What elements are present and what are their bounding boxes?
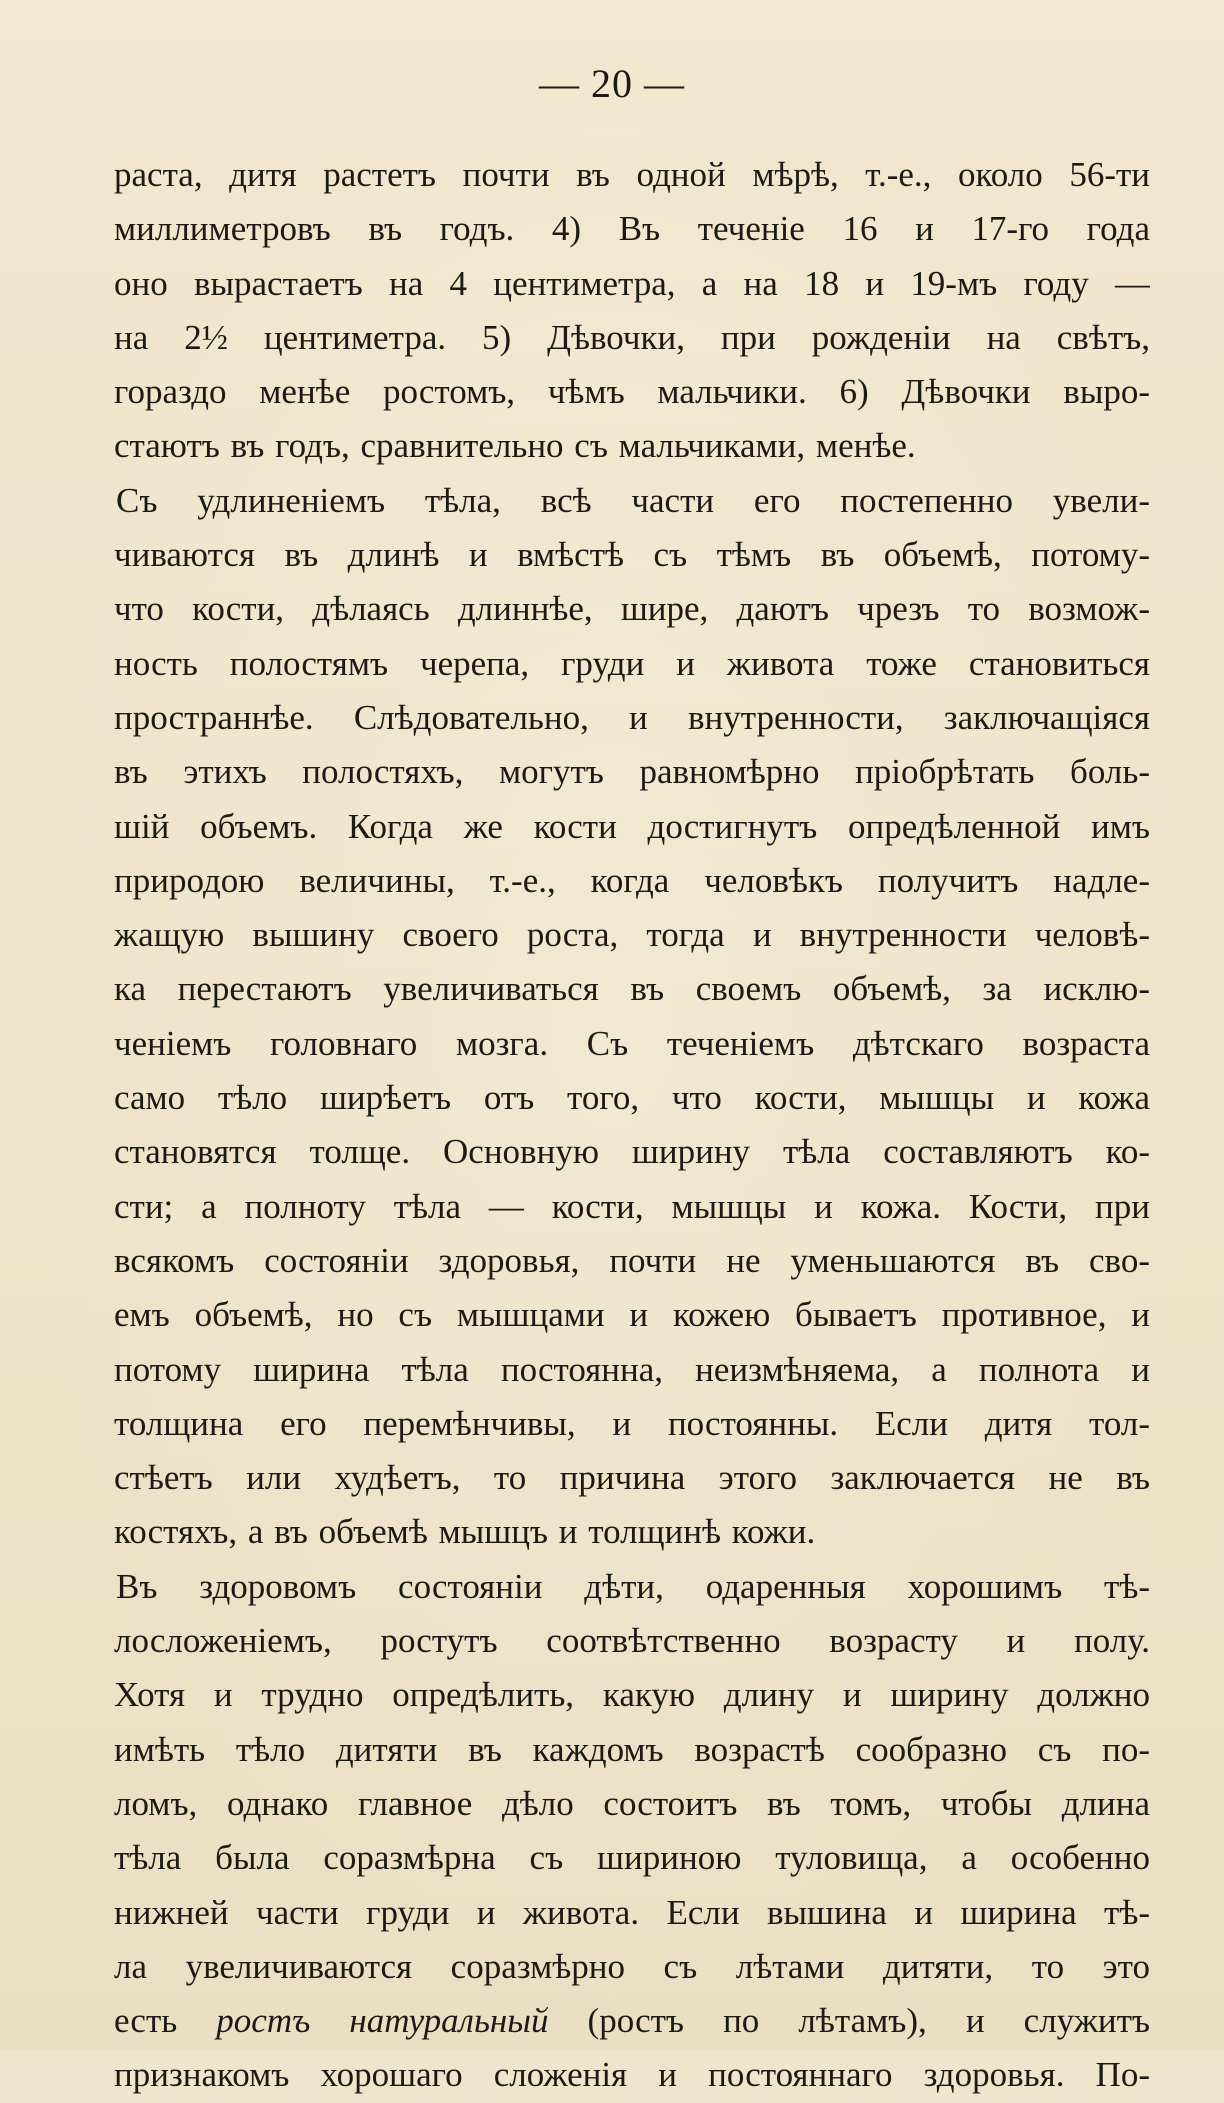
- text-line: стѣетъ или худѣетъ, то причина этого заключается не въ: [114, 1458, 1150, 1498]
- text-line: тѣла была соразмѣрна съ шириною туловища, а особенно: [114, 1838, 1150, 1878]
- text-line: потому ширина тѣла постоянна, неизмѣняема, а полнота и: [114, 1349, 1150, 1389]
- text-line: становятся толще. Основную ширину тѣла составляютъ ко-: [114, 1132, 1150, 1172]
- text-line: шій объемъ. Когда же кости достигнутъ опредѣленной имъ: [114, 806, 1150, 846]
- paragraph-1: [114, 148, 1150, 474]
- text-line: въ этихъ полостяхъ, могутъ равномѣрно пріобрѣтать боль-: [114, 752, 1150, 792]
- text-line: имѣть тѣло дитяти въ каждомъ возрастѣ сообразно съ по-: [114, 1729, 1150, 1769]
- text-line: ломъ, однако главное дѣло состоитъ въ томъ, чтобы длина: [114, 1783, 1150, 1823]
- text-line: Въ здоровомъ состояніи дѣти, одаренныя хорошимъ тѣ-: [116, 1566, 1150, 1606]
- text-line: стаютъ въ годъ, сравнительно съ мальчиками, менѣе.: [114, 426, 916, 466]
- paragraph-2: [114, 474, 1150, 1560]
- text-line: миллиметровъ въ годъ. 4) Въ теченіе 16 и 17-го года: [114, 209, 1150, 249]
- text-line: ла увеличиваются соразмѣрно съ лѣтами дитяти, то это: [114, 1946, 1150, 1986]
- text-line: Съ удлиненіемъ тѣла, всѣ части его постепенно увели-: [116, 480, 1150, 520]
- text-line-emphasis: [114, 1994, 1150, 2048]
- text-line: жащую вышину своего роста, тогда и внутренности человѣ-: [114, 915, 1150, 955]
- text-fragment: есть: [114, 2001, 217, 2041]
- text-line: костяхъ, а въ объемѣ мышцъ и толщинѣ кожи.: [114, 1512, 816, 1552]
- text-line: сти; а полноту тѣла — кости, мышцы и кожа. Кости, при: [114, 1186, 1150, 1226]
- text-line: ность полостямъ черепа, груди и живота тоже становиться: [114, 643, 1150, 683]
- text-line: природою величины, т.-е., когда человѣкъ получитъ надле-: [114, 860, 1150, 900]
- text-line: гораздо менѣе ростомъ, чѣмъ мальчики. 6) Дѣвочки выро-: [114, 372, 1150, 412]
- text-line: пространнѣе. Слѣдовательно, и внутренности, заключащіяся: [114, 697, 1150, 737]
- text-line: Хотя и трудно опредѣлить, какую длину и ширину должно: [114, 1675, 1150, 1715]
- text-line: само тѣло ширѣетъ отъ того, что кости, мышцы и кожа: [114, 1078, 1150, 1118]
- text-line: лосложеніемъ, ростутъ соотвѣтственно возрасту и полу.: [114, 1621, 1150, 1661]
- text-line: чиваются въ длинѣ и вмѣстѣ съ тѣмъ въ объемѣ, потому-: [114, 535, 1150, 575]
- text-line: ка перестаютъ увеличиваться въ своемъ объемѣ, за исклю-: [114, 969, 1150, 1009]
- body-text: [114, 148, 1150, 2103]
- text-line: на 2½ центиметра. 5) Дѣвочки, при рожденіи на свѣтъ,: [114, 317, 1150, 357]
- text-line: что кости, дѣлаясь длиннѣе, шире, даютъ чрезъ то возмож-: [114, 589, 1150, 629]
- italic-term: ростъ натуральный: [216, 2001, 549, 2041]
- text-line: емъ объемѣ, но съ мышцами и кожею бываетъ противное, и: [114, 1295, 1150, 1335]
- text-line: нижней части груди и живота. Если вышина и ширина тѣ-: [114, 1892, 1150, 1932]
- text-line: раста, дитя растетъ почти въ одной мѣрѣ, т.-е., около 56-ти: [114, 155, 1150, 194]
- text-line: признакомъ хорошаго сложенія и постояннаго здоровья. По-: [114, 2055, 1150, 2095]
- text-line: ченіемъ головнаго мозга. Съ теченіемъ дѣтскаго возраста: [114, 1023, 1150, 1063]
- text-line: всякомъ состояніи здоровья, почти не уменьшаются въ сво-: [114, 1240, 1150, 1280]
- paragraph-3: [114, 1560, 1150, 2103]
- page-number: — 20 —: [539, 61, 685, 106]
- text-line: толщина его перемѣнчивы, и постоянны. Если дитя тол-: [114, 1403, 1150, 1443]
- text-fragment: (ростъ по лѣтамъ), и служитъ: [548, 2001, 1150, 2041]
- text-line: оно вырастаетъ на 4 центиметра, а на 18 и 19-мъ году —: [114, 263, 1150, 303]
